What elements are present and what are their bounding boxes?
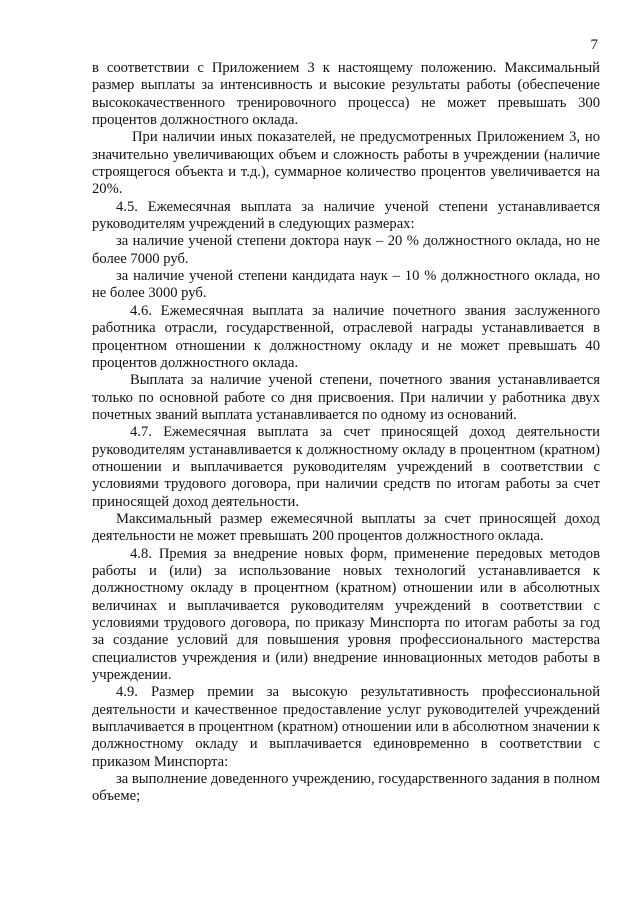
paragraph-degree-payment: Выплата за наличие ученой степени, почетного звания устанавливается только по основной работе со дня присвоения. При наличии у работника двух почетных званий выплата устанавливается по одному из оснований.	[92, 372, 600, 423]
paragraph-state-task: за выполнение доведенного учреждению, государственного задания в полном объеме;	[92, 771, 600, 805]
paragraph-4-5: 4.5. Ежемесячная выплата за наличие ученой степени устанавливается руководителям учреждений в следующих размерах:	[92, 198, 600, 233]
paragraph-continuation: в соответствии с Приложением 3 к настоящему положению. Максимальный размер выплаты за интенсивность и высокие результаты работы (обеспечение высококачественного тренировочного процесса) не может превышать 300 процентов должностного оклада.	[92, 60, 600, 129]
paragraph-4-8: 4.8. Премия за внедрение новых форм, применение передовых методов работы и (или) за использование новых технологий устанавливается к должностному окладу в процентном (кратном) отношении или в абсолютных величинах и выплачивается руководителям учреждений в соответствии с условиями трудового договора, по приказу Минспорта по итогам работы за год за создание условий для повышения уровня профессионального мастерства специалистов учреждения и (или) внедрение инновационных методов работы в учреждении.	[92, 545, 600, 684]
paragraph-other-indicators: При наличии иных показателей, не предусмотренных Приложением 3, но значительно увеличивающих объем и сложность работы в учреждении (наличие строящегося объекта и т.д.), суммарное количество процентов увеличивается на 20%.	[92, 129, 600, 198]
paragraph-doctor-degree: за наличие ученой степени доктора наук – 20 % должностного оклада, но не более 7000 руб.	[92, 233, 600, 267]
document-body	[92, 60, 600, 806]
page-number: 7	[590, 37, 598, 53]
paragraph-4-9: 4.9. Размер премии за высокую результативность профессиональной деятельности и качественное предоставление услуг руководителей учреждений выплачивается в процентном (кратном) отношении или в абсолютном значении к должностному окладу и выплачивается единовременно в соответствии с приказом Минспорта:	[92, 684, 600, 770]
paragraph-candidate-degree: за наличие ученой степени кандидата наук – 10 % должностного оклада, но не более 3000 руб.	[92, 268, 600, 302]
paragraph-max-income-payment: Максимальный размер ежемесячной выплаты за счет приносящей доход деятельности не может превышать 200 процентов должностного оклада.	[92, 510, 600, 545]
paragraph-4-6: 4.6. Ежемесячная выплата за наличие почетного звания заслуженного работника отрасли, государственной, отраслевой награды устанавливается в процентном отношении к должностному окладу и не может превышать 40 процентов должностного оклада.	[92, 302, 600, 371]
paragraph-4-7: 4.7. Ежемесячная выплата за счет приносящей доход деятельности руководителям устанавливается к должностному окладу в процентном (кратном) отношении и выплачивается руководителям учреждений в соответствии с условиями трудового договора, при наличии средств по итогам работы за счет приносящей доход деятельности.	[92, 424, 600, 510]
